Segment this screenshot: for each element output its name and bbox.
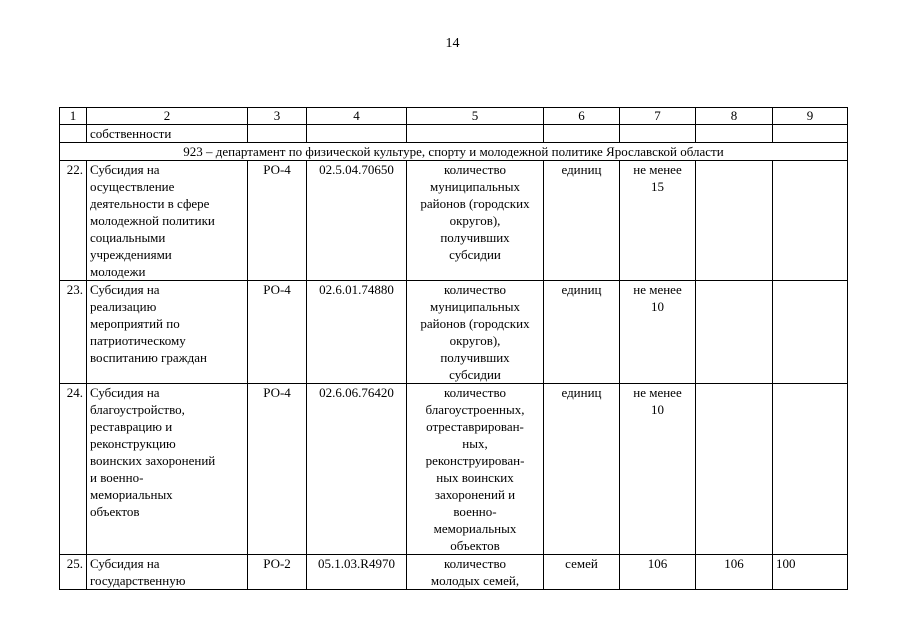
row-number: 25. bbox=[60, 555, 87, 590]
subsidy-name: Субсидия на реализацию мероприятий по патриотическому воспитанию граждан bbox=[87, 281, 248, 384]
header-cell: 6 bbox=[544, 108, 620, 125]
value-cell: 106 bbox=[620, 555, 696, 590]
row-number: 24. bbox=[60, 384, 87, 555]
table-row bbox=[60, 555, 848, 590]
table-cell bbox=[544, 125, 620, 143]
department-title: 923 – департамент по физической культуре, спорту и молодежной политике Ярославской области bbox=[60, 143, 848, 161]
unit-cell: единиц bbox=[544, 384, 620, 555]
value-cell: 100 bbox=[773, 555, 848, 590]
value-cell bbox=[773, 281, 848, 384]
classification-cell: 05.1.03.R4970 bbox=[307, 555, 407, 590]
unit-cell: единиц bbox=[544, 281, 620, 384]
value-cell: 106 bbox=[696, 555, 773, 590]
subsidy-name: Субсидия на осуществление деятельности в сфере молодежной политики социальными учреждениями молодежи bbox=[87, 161, 248, 281]
classification-cell: 02.6.01.74880 bbox=[307, 281, 407, 384]
table-cell bbox=[696, 125, 773, 143]
table-cell: собственности bbox=[87, 125, 248, 143]
indicator-cell: количество муниципальных районов (городских округов), получивших субсидии bbox=[407, 161, 544, 281]
continuation-row bbox=[60, 125, 848, 143]
page-number: 14 bbox=[445, 36, 460, 51]
subsidy-name: Субсидия на благоустройство, реставрацию и реконструкцию воинских захоронений и военно- мемориальных объектов bbox=[87, 384, 248, 555]
value-cell bbox=[773, 161, 848, 281]
value-cell: не менее 10 bbox=[620, 281, 696, 384]
table-cell bbox=[773, 125, 848, 143]
table-cell bbox=[407, 125, 544, 143]
header-cell: 9 bbox=[773, 108, 848, 125]
classification-cell: 02.6.06.76420 bbox=[307, 384, 407, 555]
indicator-cell: количество молодых семей, bbox=[407, 555, 544, 590]
table-row bbox=[60, 384, 848, 555]
code-cell: РО-2 bbox=[248, 555, 307, 590]
indicators-table bbox=[59, 107, 848, 590]
value-cell: не менее 10 bbox=[620, 384, 696, 555]
indicator-cell: количество муниципальных районов (городских округов), получивших субсидии bbox=[407, 281, 544, 384]
table-cell bbox=[248, 125, 307, 143]
unit-cell: семей bbox=[544, 555, 620, 590]
table-row bbox=[60, 161, 848, 281]
value-cell bbox=[773, 384, 848, 555]
department-row bbox=[60, 143, 848, 161]
header-cell: 5 bbox=[407, 108, 544, 125]
unit-cell: единиц bbox=[544, 161, 620, 281]
value-cell: не менее 15 bbox=[620, 161, 696, 281]
header-cell: 1 bbox=[60, 108, 87, 125]
table-cell bbox=[307, 125, 407, 143]
value-cell bbox=[696, 281, 773, 384]
table-row bbox=[60, 281, 848, 384]
table-cell bbox=[60, 125, 87, 143]
code-cell: РО-4 bbox=[248, 161, 307, 281]
value-cell bbox=[696, 384, 773, 555]
row-number: 22. bbox=[60, 161, 87, 281]
subsidy-name: Субсидия на государственную bbox=[87, 555, 248, 590]
header-row bbox=[60, 108, 848, 125]
classification-cell: 02.5.04.70650 bbox=[307, 161, 407, 281]
value-cell bbox=[696, 161, 773, 281]
header-cell: 4 bbox=[307, 108, 407, 125]
header-cell: 7 bbox=[620, 108, 696, 125]
header-cell: 2 bbox=[87, 108, 248, 125]
table-cell bbox=[620, 125, 696, 143]
code-cell: РО-4 bbox=[248, 384, 307, 555]
code-cell: РО-4 bbox=[248, 281, 307, 384]
header-cell: 8 bbox=[696, 108, 773, 125]
row-number: 23. bbox=[60, 281, 87, 384]
indicator-cell: количество благоустроенных, отреставрирован- ных, реконструирован- ных воинских захоронений и военно- мемориальных объектов bbox=[407, 384, 544, 555]
header-cell: 3 bbox=[248, 108, 307, 125]
